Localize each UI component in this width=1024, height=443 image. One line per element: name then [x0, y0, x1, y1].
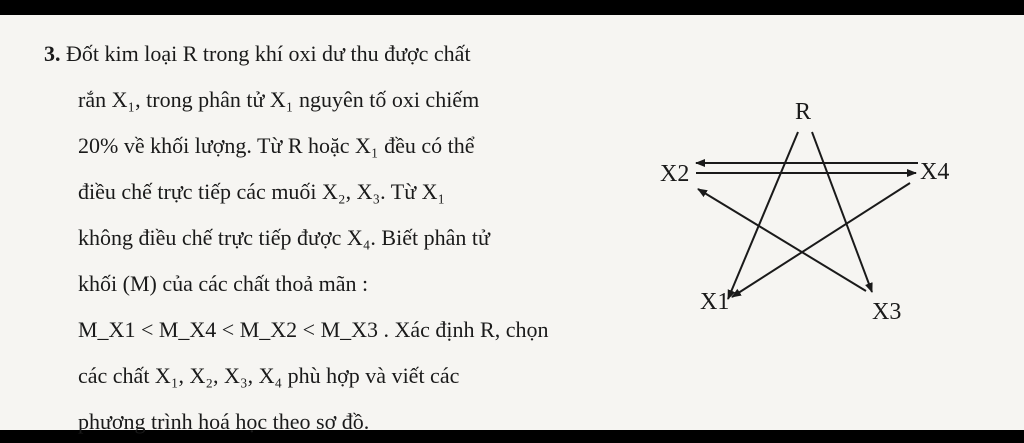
arrow-x4-to-x1	[732, 183, 910, 297]
problem-line-8: các chất X₁, X₂, X₃, X₄ phù hợp và viết các	[78, 363, 460, 388]
problem-number: 3.	[44, 41, 61, 66]
reaction-scheme-diagram	[640, 77, 980, 337]
node-x2: X2	[660, 161, 690, 187]
arrow-x3-to-x2	[698, 189, 866, 291]
node-x3: X3	[872, 299, 902, 325]
problem-line-2: rắn X₁, trong phân tử X₁ nguyên tố oxi chiếm	[78, 87, 480, 112]
problem-line-1	[44, 41, 471, 67]
page-sheet	[0, 15, 1024, 434]
problem-line-1-text: Đốt kim loại R trong khí oxi dư thu được chất	[66, 41, 471, 66]
problem-line-7: M_X1 < M_X4 < M_X2 < M_X3 . Xác định R, chọn	[78, 317, 549, 342]
problem-line-9: phương trình hoá học theo sơ đồ.	[78, 409, 370, 434]
problem-line-6: khối (M) của các chất thoả mãn :	[78, 271, 369, 296]
arrow-r-to-x1	[728, 132, 798, 299]
node-x4: X4	[920, 159, 950, 185]
node-x1: X1	[700, 289, 730, 315]
problem-line-3: 20% về khối lượng. Từ R hoặc X₁ đều có thể	[78, 133, 475, 158]
node-r: R	[795, 99, 812, 125]
problem-line-5: không điều chế trực tiếp được X₄. Biết phân tử	[78, 225, 490, 250]
problem-line-4: điều chế trực tiếp các muối X₂, X₃. Từ X₁	[78, 179, 446, 204]
